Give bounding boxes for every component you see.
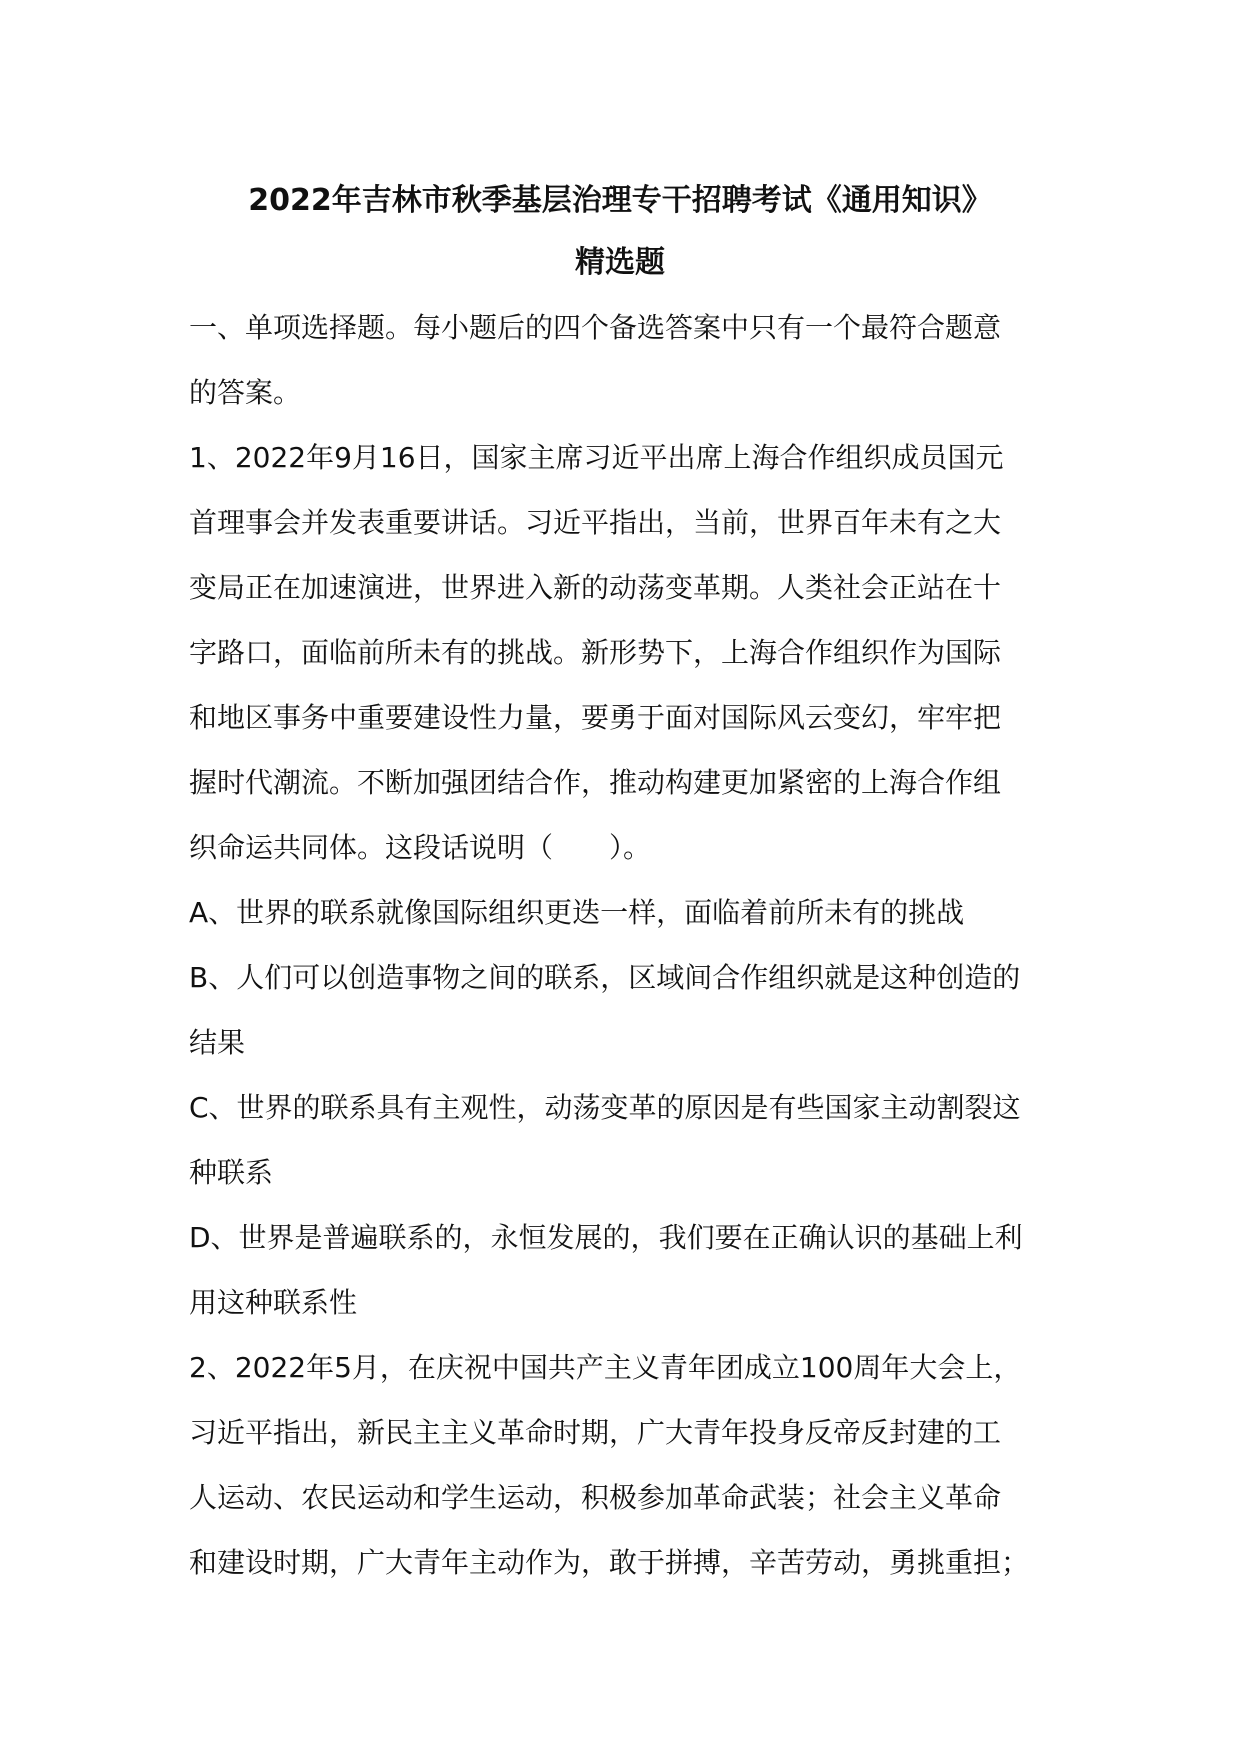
- question-2-stem-line: 和建设时期，广大青年主动作为，敢于拼搏，辛苦劳动，勇挑重担；: [189, 1546, 1030, 1579]
- question-2-stem-line: 习近平指出，新民主主义革命时期，广大青年投身反帝反封建的工: [189, 1416, 1002, 1449]
- document-title-line-2: 精选题: [575, 245, 665, 280]
- question-1-stem-line: 首理事会并发表重要讲话。习近平指出，当前，世界百年未有之大: [189, 506, 1002, 539]
- question-1-option-d: 用这种联系性: [189, 1286, 358, 1319]
- question-1-option-b: B、人们可以创造事物之间的联系，区域间合作组织就是这种创造的: [189, 961, 1021, 994]
- question-1-option-c: C、世界的联系具有主观性，动荡变革的原因是有些国家主动割裂这: [189, 1091, 1021, 1124]
- question-1-option-c: 种联系: [189, 1156, 274, 1189]
- question-2-stem-line: 2、2022年5月，在庆祝中国共产主义青年团成立100周年大会上，: [189, 1351, 1022, 1384]
- question-1-stem-line: 织命运共同体。这段话说明（ ）。: [189, 831, 652, 864]
- document-title-line-1: 2022年吉林市秋季基层治理专干招聘考试《通用知识》: [248, 183, 992, 218]
- question-1-stem-line: 1、2022年9月16日，国家主席习近平出席上海合作组织成员国元: [189, 441, 1004, 474]
- section-heading-line: 的答案。: [189, 376, 302, 409]
- question-1-stem-line: 字路口，面临前所未有的挑战。新形势下，上海合作组织作为国际: [189, 636, 1002, 669]
- question-2-stem-line: 人运动、农民运动和学生运动，积极参加革命武装；社会主义革命: [189, 1481, 1002, 1514]
- question-1-stem-line: 变局正在加速演进，世界进入新的动荡变革期。人类社会正站在十: [189, 571, 1002, 604]
- question-1-stem-line: 握时代潮流。不断加强团结合作，推动构建更加紧密的上海合作组: [189, 766, 1002, 799]
- question-1-option-b: 结果: [189, 1026, 246, 1059]
- question-1-option-a: A、世界的联系就像国际组织更迭一样，面临着前所未有的挑战: [189, 896, 965, 929]
- question-1-stem-line: 和地区事务中重要建设性力量，要勇于面对国际风云变幻，牢牢把: [189, 701, 1002, 734]
- document-body: [189, 308, 1059, 1608]
- question-1-option-d: D、世界是普遍联系的，永恒发展的，我们要在正确认识的基础上利: [189, 1221, 1023, 1254]
- section-heading-line: 一、单项选择题。每小题后的四个备选答案中只有一个最符合题意: [189, 311, 1002, 344]
